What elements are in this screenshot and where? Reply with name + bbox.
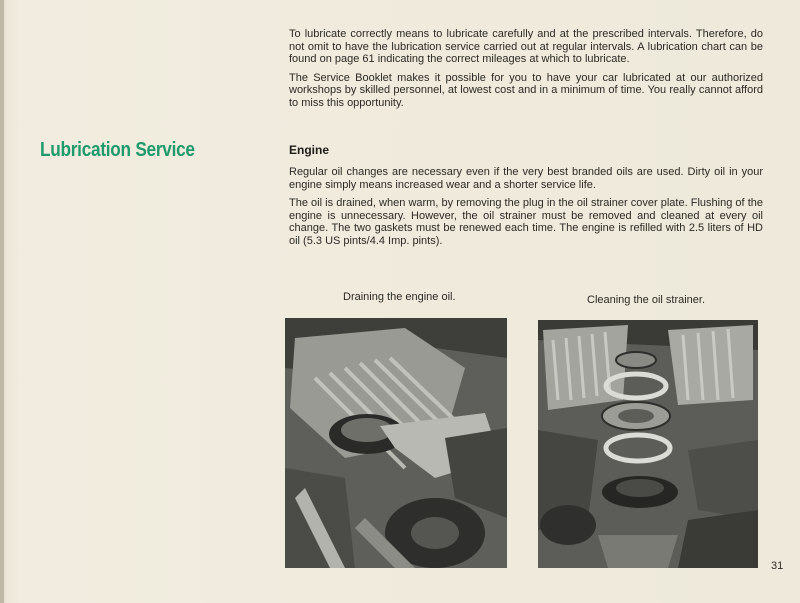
page-binding-edge — [0, 0, 4, 603]
engine-text — [289, 166, 763, 253]
engine-paragraph-1: Regular oil changes are necessary even if the very best branded oils are used. Dirty oil in your engine simply means increased wear and a shorter service life. — [289, 166, 763, 191]
page-number: 31 — [771, 560, 784, 572]
photo-cleaning-oil-strainer — [538, 320, 758, 568]
intro-text — [289, 28, 763, 115]
intro-paragraph-1: To lubricate correctly means to lubricate carefully and at the prescribed intervals. Therefore, do not omit to have the lubrication service carried out at regular intervals. A lubrication chart can be found on page 61 indicating the correct mileages at which to lubricate. — [289, 28, 763, 65]
photo-caption-strainer: Cleaning the oil strainer. — [587, 294, 706, 306]
engine-paragraph-2: The oil is drained, when warm, by removing the plug in the oil strainer cover plate. Flushing of the engine is unnecessary. However, the oil strainer must be removed and cleaned at every oil change. The two gaskets must be renewed each time. The engine is refilled with 2.5 liters of HD oil (5.3 US pints/4.4 Imp. pints). — [289, 197, 763, 247]
section-title: Lubrication Service — [40, 139, 195, 161]
photo-draining-illustration — [285, 318, 507, 568]
photo-caption-draining: Draining the engine oil. — [343, 291, 456, 303]
photo-draining-engine-oil — [285, 318, 507, 568]
intro-paragraph-2: The Service Booklet makes it possible for you to have your car lubricated at our authorized workshops by skilled personnel, at lowest cost and in a minimum of time. You really cannot afford to miss this opportunity. — [289, 71, 763, 109]
engine-heading: Engine — [289, 143, 330, 157]
photo-strainer-illustration — [538, 320, 758, 568]
